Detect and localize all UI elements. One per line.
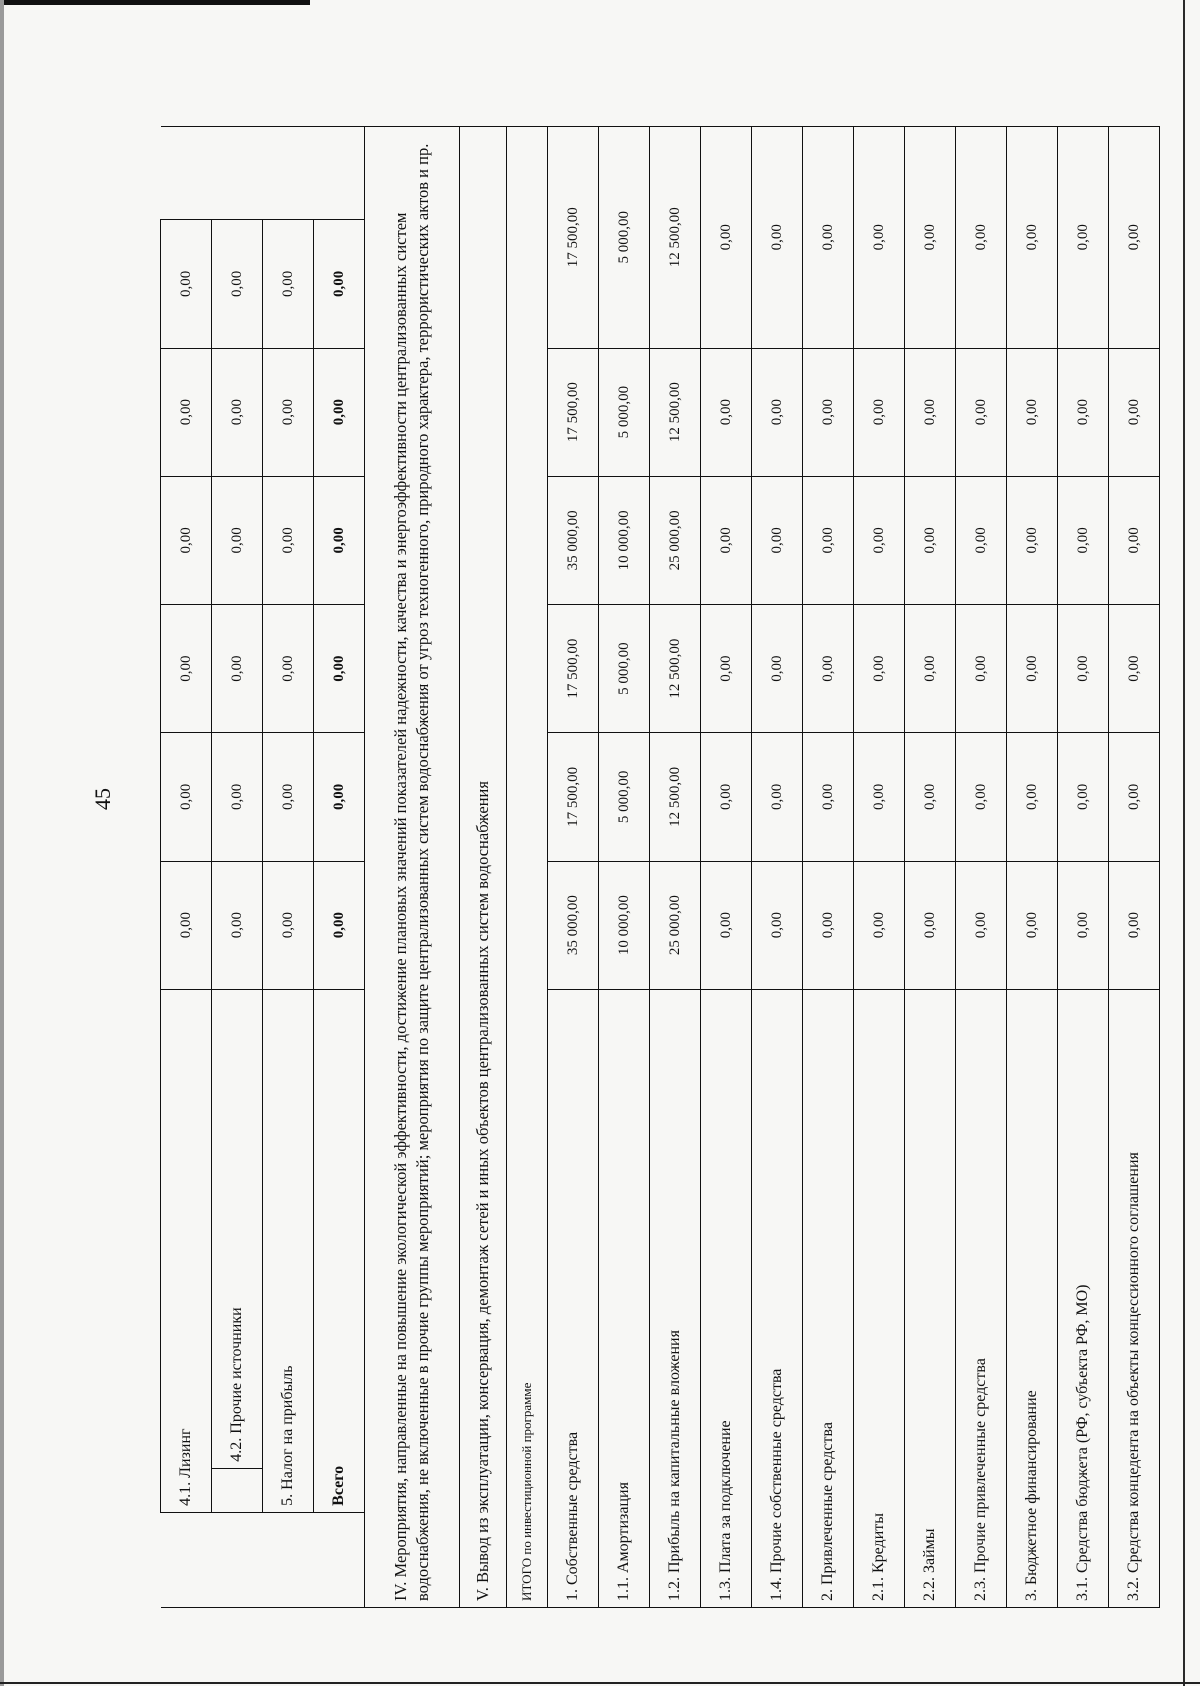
value-cell: 0,00: [1058, 733, 1109, 861]
value-cell: 0,00: [701, 861, 752, 989]
value-cell: 0,00: [1058, 861, 1109, 989]
table-row-total: [314, 127, 365, 1608]
blank-cell: [161, 1512, 212, 1607]
value-cell: 0,00: [803, 733, 854, 861]
value-cell: 35 000,00: [548, 861, 599, 989]
value-cell: 0,00: [161, 605, 212, 733]
value-cell: 0,00: [161, 476, 212, 604]
value-cell: 0,00: [263, 220, 314, 348]
rotated-table-container: [160, 126, 1143, 1608]
value-cell: 0,00: [161, 733, 212, 861]
value-cell: 0,00: [1058, 127, 1109, 349]
value-cell: 12 500,00: [650, 348, 701, 476]
row-label: 1. Собственные средства: [548, 989, 599, 1607]
value-cell: 35 000,00: [548, 476, 599, 604]
value-cell: 0,00: [1058, 348, 1109, 476]
value-cell: 0,00: [314, 605, 365, 733]
row-label: 2.1. Кредиты: [854, 989, 905, 1607]
value-cell: 0,00: [701, 476, 752, 604]
table-row: [701, 127, 752, 1608]
value-cell: 0,00: [956, 476, 1007, 604]
value-cell: 0,00: [1007, 861, 1058, 989]
value-cell: 0,00: [854, 733, 905, 861]
value-cell: 0,00: [956, 605, 1007, 733]
value-cell: 0,00: [1007, 605, 1058, 733]
value-cell: 0,00: [1058, 605, 1109, 733]
row-label: 4.1. Лизинг: [161, 989, 212, 1512]
row-label: 2.3. Прочие привлеченные средства: [956, 989, 1007, 1607]
value-cell: 17 500,00: [548, 733, 599, 861]
value-cell: 0,00: [854, 861, 905, 989]
value-cell: 0,00: [314, 861, 365, 989]
table-row: [599, 127, 650, 1608]
value-cell: 0,00: [905, 476, 956, 604]
row-label: 3.1. Средства бюджета (РФ, субъекта РФ, МО): [1058, 989, 1109, 1607]
value-cell: 12 500,00: [650, 605, 701, 733]
value-cell: 0,00: [854, 127, 905, 349]
value-cell: 0,00: [854, 348, 905, 476]
row-label: 1.2. Прибыль на капитальные вложения: [650, 989, 701, 1607]
value-cell: 0,00: [1109, 733, 1160, 861]
value-cell: 12 500,00: [650, 733, 701, 861]
value-cell: 0,00: [1109, 476, 1160, 604]
value-cell: 0,00: [314, 220, 365, 348]
itogo-label: ИТОГО по инвестиционной программе: [507, 127, 548, 1608]
value-cell: 0,00: [263, 861, 314, 989]
value-cell: 25 000,00: [650, 476, 701, 604]
value-cell: 0,00: [905, 733, 956, 861]
table-row: [548, 127, 599, 1608]
value-cell: 10 000,00: [599, 861, 650, 989]
row-label: 1.4. Прочие собственные средства: [752, 989, 803, 1607]
value-cell: 0,00: [263, 476, 314, 604]
blank-cell: [314, 1512, 365, 1607]
value-cell: 0,00: [1058, 476, 1109, 604]
value-cell: 0,00: [263, 605, 314, 733]
blank-cell: [161, 127, 212, 220]
itogo-row: [507, 127, 548, 1608]
blank-cell: [314, 127, 365, 220]
table-row: [1109, 127, 1160, 1608]
value-cell: 0,00: [803, 605, 854, 733]
blank-cell: [263, 1512, 314, 1607]
value-cell: 0,00: [212, 861, 263, 989]
value-cell: 0,00: [803, 861, 854, 989]
row-label: 3. Бюджетное финансирование: [1007, 989, 1058, 1607]
row-label: Всего: [314, 989, 365, 1512]
value-cell: 0,00: [161, 220, 212, 348]
value-cell: 0,00: [803, 348, 854, 476]
table-row: [263, 127, 314, 1608]
value-cell: 0,00: [1007, 476, 1058, 604]
value-cell: 5 000,00: [599, 127, 650, 349]
section-v-heading: V. Вывод из эксплуатации, консервация, демонтаж сетей и иных объектов централизованных систем водоснабжения: [460, 127, 507, 1608]
value-cell: 0,00: [1109, 861, 1160, 989]
value-cell: 0,00: [212, 733, 263, 861]
blank-cell: [263, 127, 314, 220]
value-cell: 5 000,00: [599, 348, 650, 476]
value-cell: 0,00: [161, 348, 212, 476]
value-cell: 0,00: [1109, 127, 1160, 349]
value-cell: 0,00: [212, 348, 263, 476]
value-cell: 17 500,00: [548, 348, 599, 476]
row-label: 2.2. Займы: [905, 989, 956, 1607]
blank-cell: [212, 1512, 263, 1607]
value-cell: 0,00: [263, 733, 314, 861]
row-label: 5. Налог на прибыль: [263, 989, 314, 1512]
page-number: 45: [90, 788, 115, 810]
value-cell: 0,00: [803, 476, 854, 604]
value-cell: 0,00: [212, 476, 263, 604]
value-cell: 0,00: [905, 605, 956, 733]
table-row: [650, 127, 701, 1608]
row-label: 2. Привлеченные средства: [803, 989, 854, 1607]
row-label: 1.3. Плата за подключение: [701, 989, 752, 1607]
value-cell: 0,00: [701, 605, 752, 733]
value-cell: 0,00: [956, 861, 1007, 989]
value-cell: 0,00: [1007, 348, 1058, 476]
value-cell: 0,00: [1007, 127, 1058, 349]
value-cell: 0,00: [701, 733, 752, 861]
value-cell: 0,00: [314, 348, 365, 476]
value-cell: 0,00: [905, 127, 956, 349]
value-cell: 17 500,00: [548, 605, 599, 733]
value-cell: 0,00: [956, 127, 1007, 349]
section-iv-row: [365, 127, 460, 1608]
scan-left-edge: [0, 0, 4, 1686]
scan-right-edge: [1183, 0, 1185, 1686]
section-iv-heading: IV. Мероприятия, направленные на повышение экологической эффективности, достижение плановых значений показателей надежности, качества и энергоэффективности централизованных систем водоснабжения, не включенные в прочие группы мероприятий; мероприятия по защите централизованных систем водоснабжения от угроз техногенного, природного характера, террористических актов и пр.: [365, 127, 460, 1608]
value-cell: 25 000,00: [650, 861, 701, 989]
value-cell: 0,00: [1109, 605, 1160, 733]
value-cell: 0,00: [752, 127, 803, 349]
value-cell: 0,00: [212, 220, 263, 348]
value-cell: 0,00: [314, 733, 365, 861]
value-cell: 0,00: [854, 605, 905, 733]
value-cell: 0,00: [752, 861, 803, 989]
table-row: [161, 127, 212, 1608]
value-cell: 0,00: [314, 476, 365, 604]
value-cell: 0,00: [956, 348, 1007, 476]
table-row: [212, 127, 263, 1608]
value-cell: 0,00: [905, 348, 956, 476]
row-label: 4.2. Прочие источники: [212, 989, 263, 1468]
value-cell: 0,00: [1007, 733, 1058, 861]
table-row: [1007, 127, 1058, 1608]
table-row: [905, 127, 956, 1608]
blank-cell: [212, 1468, 263, 1512]
value-cell: 0,00: [803, 127, 854, 349]
table-row: [956, 127, 1007, 1608]
investment-table: [160, 126, 1160, 1608]
value-cell: 0,00: [752, 733, 803, 861]
value-cell: 0,00: [854, 476, 905, 604]
table-row: [752, 127, 803, 1608]
section-v-row: [460, 127, 507, 1608]
table-row: [1058, 127, 1109, 1608]
value-cell: 0,00: [1109, 348, 1160, 476]
value-cell: 0,00: [752, 348, 803, 476]
value-cell: 0,00: [161, 861, 212, 989]
table-row: [803, 127, 854, 1608]
row-label: 1.1. Амортизация: [599, 989, 650, 1607]
value-cell: 0,00: [701, 348, 752, 476]
blank-cell: [212, 127, 263, 220]
row-label: 3.2. Средства концедента на объекты концессионного соглашения: [1109, 989, 1160, 1607]
value-cell: 5 000,00: [599, 733, 650, 861]
scan-bottom-edge: [0, 1682, 1200, 1684]
value-cell: 0,00: [212, 605, 263, 733]
value-cell: 0,00: [752, 476, 803, 604]
value-cell: 0,00: [752, 605, 803, 733]
value-cell: 10 000,00: [599, 476, 650, 604]
value-cell: 0,00: [905, 861, 956, 989]
value-cell: 0,00: [701, 127, 752, 349]
value-cell: 5 000,00: [599, 605, 650, 733]
value-cell: 12 500,00: [650, 127, 701, 349]
value-cell: 0,00: [956, 733, 1007, 861]
value-cell: 17 500,00: [548, 127, 599, 349]
table-row: [854, 127, 905, 1608]
value-cell: 0,00: [263, 348, 314, 476]
scan-top-edge: [0, 0, 310, 5]
